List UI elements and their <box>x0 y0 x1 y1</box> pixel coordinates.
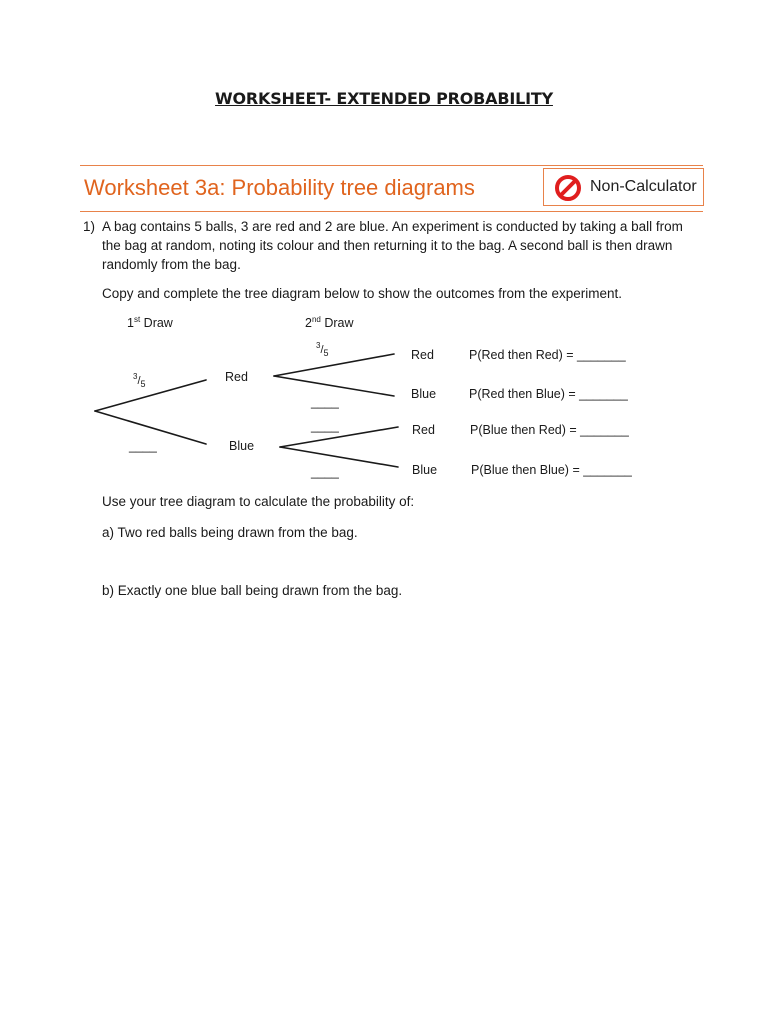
branch-first-blue <box>95 411 206 444</box>
branch-blue-red <box>280 427 398 447</box>
second-outcome-blue-2: Blue <box>412 463 438 477</box>
result-blue-red: P(Blue then Red) = _______ <box>470 423 629 437</box>
branch-blue-blue <box>280 447 398 467</box>
result-blue-blue: P(Blue then Blue) = _______ <box>471 463 632 477</box>
task-b: b) Exactly one blue ball being drawn from the bag. <box>102 583 403 598</box>
blank-blue-red: ____ <box>311 419 339 433</box>
blank-first-blue: ____ <box>129 439 157 453</box>
result-red-red: P(Red then Red) = _______ <box>469 348 626 362</box>
question-number: 1) <box>83 219 96 234</box>
tasks-intro: Use your tree diagram to calculate the probability of: <box>102 494 415 509</box>
branch-first-red <box>95 380 206 411</box>
second-red-probability: $^3/_5$ <box>316 341 329 359</box>
question-line-1: A bag contains 5 balls, 3 are red and 2 are blue. An experiment is conducted by taking a ball from <box>102 219 683 234</box>
question-line-3: randomly from the bag. <box>102 257 241 272</box>
badge-label: Non-Calculator <box>590 178 697 195</box>
second-outcome-blue-1: Blue <box>411 387 437 401</box>
question-line-2: the bag at random, noting its colour and then returning it to the bag. A second ball is then drawn <box>102 238 673 253</box>
second-outcome-red-1: Red <box>411 348 434 362</box>
instruction-text: Copy and complete the tree diagram below to show the outcomes from the experiment. <box>102 286 623 301</box>
first-draw-label: 1st Draw <box>127 315 173 330</box>
first-outcome-red: Red <box>225 370 248 384</box>
second-draw-label: 2nd Draw <box>305 315 354 330</box>
worksheet-title: Worksheet 3a: Probability tree diagrams <box>84 175 475 200</box>
result-red-blue: P(Red then Blue) = _______ <box>469 387 628 401</box>
blank-red-blue: ____ <box>311 395 339 409</box>
page-title: WORKSHEET- EXTENDED PROBABILITY <box>215 89 553 108</box>
branch-red-red <box>274 354 394 376</box>
task-a: a) Two red balls being drawn from the bag. <box>102 525 358 540</box>
blank-blue-blue: ____ <box>311 465 339 479</box>
first-outcome-blue: Blue <box>229 439 255 453</box>
second-outcome-red-2: Red <box>412 423 435 437</box>
first-red-probability: $^3/_5$ <box>133 372 146 390</box>
branch-red-blue <box>274 376 394 396</box>
